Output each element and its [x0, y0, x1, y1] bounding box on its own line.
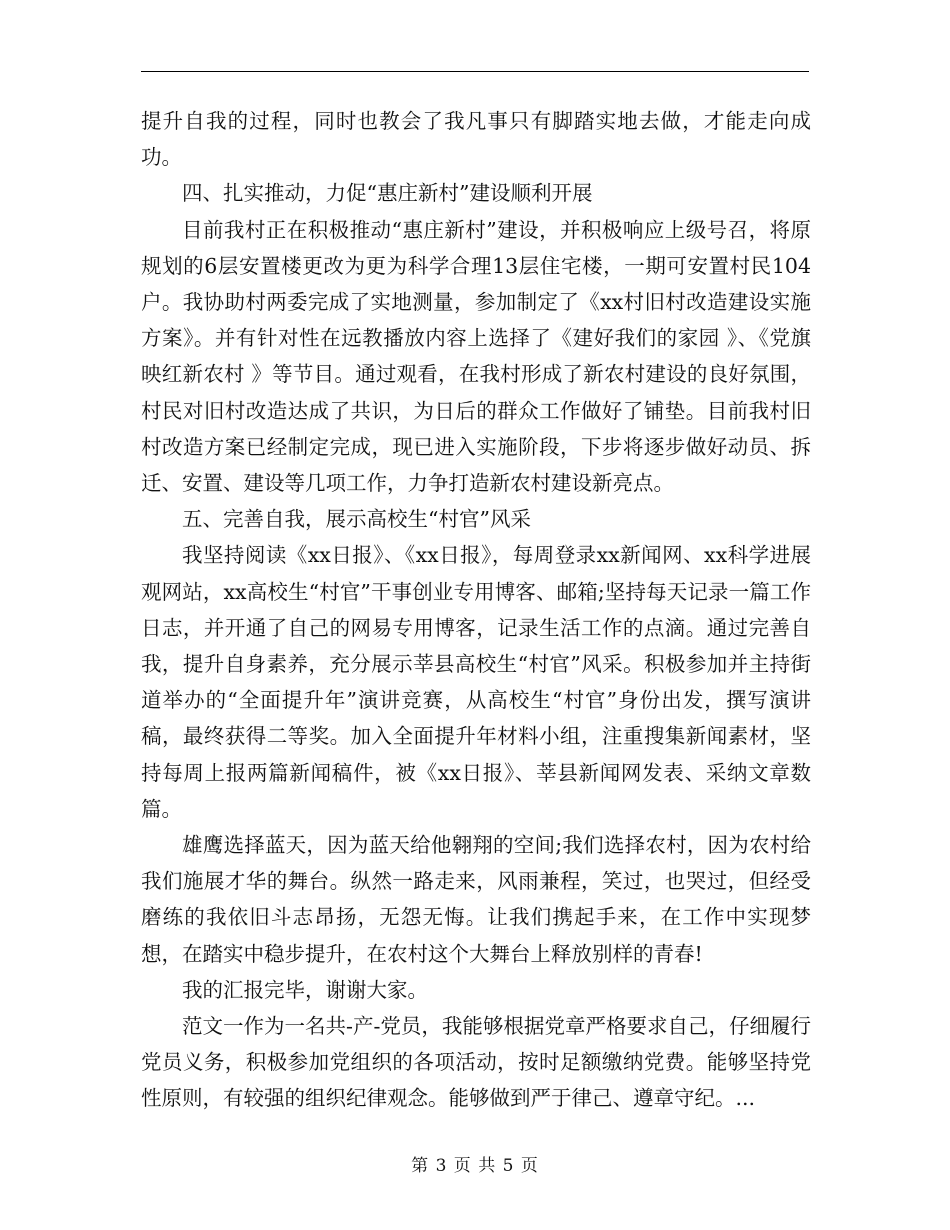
paragraph: 范文一作为一名共-产-党员，我能够根据党章严格要求自己，仔细履行党员义务，积极参加党组织的各项活动，按时足额缴纳党费。能够坚持党性原则，有较强的组织纪律观念。能够做到严于律己、遵章守纪。... [141, 1014, 811, 1111]
header-rule [141, 71, 809, 72]
section-heading: 四、扎实推动，力促“惠庄新村”建设顺利开展 [182, 181, 593, 206]
paragraph: 我坚持阅读《xx日报》、《xx日报》，每周登录xx新闻网、xx科学进展观网站，xx高校生“村官”干事创业专用博客、邮箱;坚持每天记录一篇工作日志，并开通了自己的网易专用博客，记录生活工作的点滴。通过完善自我，提升自身素养，充分展示莘县高校生“村官”风采。积极参加并主持街道举办的“全面提升年”演讲竞赛，从高校生“村官”身份出发，撰写演讲稿，最终获得二等奖。加入全面提升年材料小组，注重搜集新闻素材，坚持每周上报两篇新闻稿件，被《xx日报》、莘县新闻网发表、采纳文章数篇。 [141, 543, 811, 821]
document-body [141, 103, 811, 1117]
page-number: 第 3 页 共 5 页 [411, 1156, 539, 1176]
paragraph: 雄鹰选择蓝天，因为蓝天给他翱翔的空间;我们选择农村，因为农村给我们施展才华的舞台。纵然一路走来，风雨兼程，笑过，也哭过，但经受磨练的我依旧斗志昂扬，无怨无悔。让我们携起手来，在工作中实现梦想，在踏实中稳步提升，在农村这个大舞台上释放别样的青春! [141, 833, 811, 966]
section-heading: 五、完善自我，展示高校生“村官”风采 [182, 507, 531, 532]
page-footer [0, 1154, 950, 1178]
paragraph: 提升自我的过程，同时也教会了我凡事只有脚踏实地去做，才能走向成功。 [141, 109, 811, 170]
paragraph: 我的汇报完毕，谢谢大家。 [182, 977, 428, 1002]
paragraph: 目前我村正在积极推动“惠庄新村”建设，并积极响应上级号召，将原规划的6层安置楼更改为更为科学合理13层住宅楼，一期可安置村民104户。我协助村两委完成了实地测量，参加制定了《xx村旧村改造建设实施方案》。并有针对性在远教播放内容上选择了《建好我们的家园 》、《党旗映红新农村 》等节目。通过观看，在我村形成了新农村建设的良好氛围，村民对旧村改造达成了共识，为日后的群众工作做好了铺垫。目前我村旧村改造方案已经制定完成，现已进入实施阶段，下步将逐步做好动员、拆迁、安置、建设等几项工作，力争打造新农村建设新亮点。 [141, 217, 811, 496]
